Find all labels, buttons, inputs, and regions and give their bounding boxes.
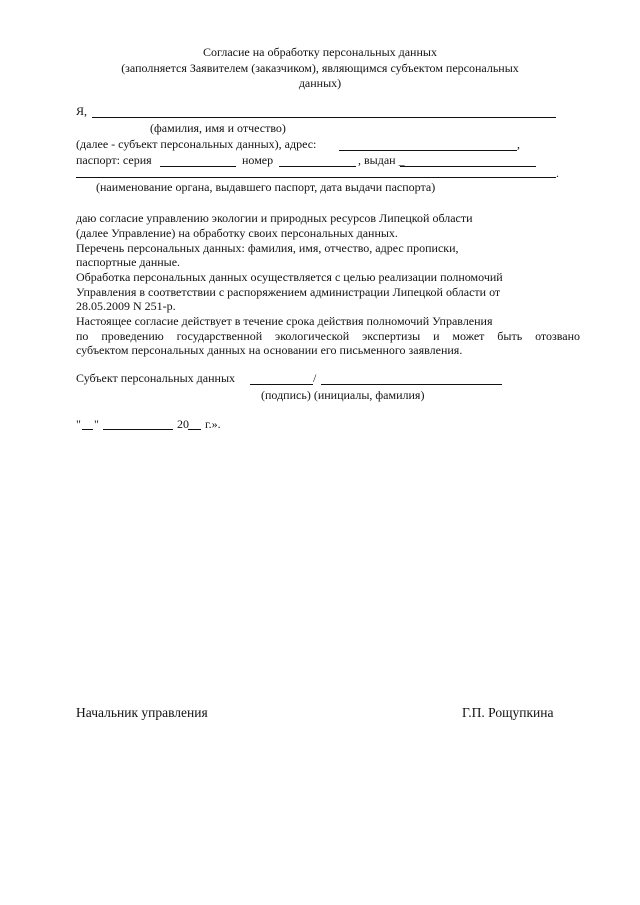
passport-number-label: номер bbox=[242, 153, 274, 167]
address-label: (далее - субъект персональных данных), адрес: bbox=[76, 137, 317, 151]
processing-line-1: Обработка персональных данных осуществляется с целью реализации полномочий bbox=[76, 270, 503, 284]
issuer-caption: (наименование органа, выдавшего паспорт, дата выдачи паспорта) bbox=[96, 180, 436, 194]
date-month-underline[interactable] bbox=[103, 429, 173, 430]
validity-line-2: по проведению государственной экологической экспертизы и может быть отозвано bbox=[76, 329, 580, 343]
head-position: Начальник управления bbox=[76, 705, 208, 720]
signature-underline[interactable] bbox=[250, 384, 313, 385]
validity-line-1: Настоящее согласие действует в течение срока действия полномочий Управления bbox=[76, 314, 493, 328]
list-line-2: паспортные данные. bbox=[76, 255, 181, 269]
date-day-underline[interactable] bbox=[82, 429, 93, 430]
list-line-1: Перечень персональных данных: фамилия, имя, отчество, адрес прописки, bbox=[76, 241, 459, 255]
doc-title: Согласие на обработку персональных данных bbox=[203, 45, 437, 59]
date-open-quote: " bbox=[76, 417, 81, 431]
date-close-quote: " bbox=[94, 417, 99, 431]
date-suffix: г.». bbox=[205, 417, 221, 431]
date-year-prefix: 20 bbox=[177, 417, 189, 431]
initials-underline[interactable] bbox=[321, 384, 502, 385]
signature-caption: (подпись) (инициалы, фамилия) bbox=[261, 388, 425, 402]
consent-line-2: (далее Управление) на обработку своих персональных данных. bbox=[76, 226, 398, 240]
address-underline[interactable] bbox=[339, 150, 517, 151]
date-year-underline[interactable] bbox=[188, 429, 201, 430]
passport-issued-underline[interactable] bbox=[400, 166, 536, 167]
doc-subtitle: (заполняется Заявителем (заказчиком), являющимся субъектом персональных bbox=[121, 61, 519, 75]
issuer-underline[interactable] bbox=[76, 177, 556, 178]
address-comma: , bbox=[517, 137, 520, 151]
subject-signature-label: Субъект персональных данных bbox=[76, 371, 236, 385]
signature-slash: / bbox=[313, 371, 317, 385]
passport-number-underline[interactable] bbox=[279, 166, 356, 167]
head-name: Г.П. Рощупкина bbox=[462, 705, 554, 720]
fio-caption: (фамилия, имя и отчество) bbox=[150, 121, 286, 135]
processing-line-3: 28.05.2009 N 251-р. bbox=[76, 299, 176, 313]
validity-line-3: субъектом персональных данных на основании его письменного заявления. bbox=[76, 343, 463, 357]
passport-series-underline[interactable] bbox=[160, 166, 236, 167]
ya-label: Я, bbox=[76, 104, 88, 118]
issuer-period: . bbox=[556, 166, 559, 180]
passport-series-label: паспорт: серия bbox=[76, 153, 152, 167]
doc-subtitle-cont: данных) bbox=[298, 76, 342, 90]
processing-line-2: Управления в соответствии с распоряжением администрации Липецкой области от bbox=[76, 285, 501, 299]
consent-line-1: даю согласие управлению экологии и природных ресурсов Липецкой области bbox=[76, 211, 473, 225]
passport-issued-label: , выдан _ bbox=[358, 153, 405, 167]
fio-underline[interactable] bbox=[92, 117, 556, 118]
